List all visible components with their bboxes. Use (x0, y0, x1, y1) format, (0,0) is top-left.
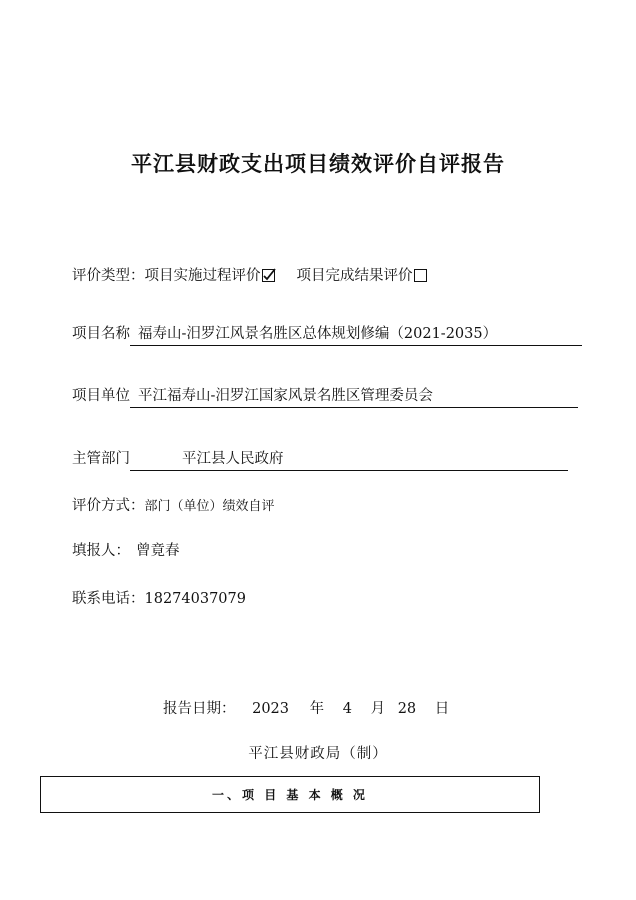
supervisor-row (72, 449, 568, 471)
reporter-value: 曾竟春 (136, 543, 180, 559)
section-title: 一、项 目 基 本 概 况 (212, 788, 368, 802)
report-date-day-unit: 日 (434, 701, 450, 717)
project-unit-row (72, 386, 578, 408)
eval-option-result-checkbox[interactable] (414, 269, 427, 282)
report-date-year: 2023 (252, 701, 290, 717)
document-title: 平江县财政支出项目绩效评价自评报告 (131, 151, 505, 176)
eval-option-process-label: 项目实施过程评价 (144, 268, 261, 284)
project-unit-label: 项目单位 (72, 388, 130, 404)
report-date-month-unit: 月 (370, 701, 386, 717)
report-date-month: 4 (342, 701, 352, 717)
reporter-label: 填报人： (72, 543, 130, 559)
eval-method-value: 部门（单位）绩效自评 (144, 499, 275, 514)
eval-option-result-label: 项目完成结果评价 (296, 268, 413, 284)
section-header-box (40, 776, 540, 813)
eval-method-label: 评价方式： (72, 498, 145, 514)
project-name-row (72, 324, 582, 346)
project-unit-value: 平江福寿山-汨罗江国家风景名胜区管理委员会 (130, 386, 578, 408)
project-name-value: 福寿山-汨罗江风景名胜区总体规划修编（2021-2035） (130, 324, 582, 346)
report-date-day: 28 (397, 701, 417, 717)
report-date-year-unit: 年 (309, 701, 325, 717)
report-date-label: 报告日期： (163, 701, 236, 717)
report-date-row (163, 697, 449, 718)
issuer-label: 平江县财政局（制） (248, 746, 388, 762)
phone-value: 18274037079 (144, 591, 246, 607)
eval-type-row (72, 266, 427, 286)
supervisor-label: 主管部门 (72, 451, 130, 467)
reporter-row (72, 541, 180, 561)
checkmark-icon (262, 268, 276, 282)
project-name-label: 项目名称 (72, 326, 130, 342)
phone-row (72, 589, 246, 609)
eval-type-label: 评价类型： (72, 268, 145, 284)
phone-label: 联系电话： (72, 591, 145, 607)
eval-option-process-checkbox[interactable] (262, 269, 275, 282)
eval-method-row (72, 496, 275, 517)
supervisor-value: 平江县人民政府 (130, 449, 568, 471)
